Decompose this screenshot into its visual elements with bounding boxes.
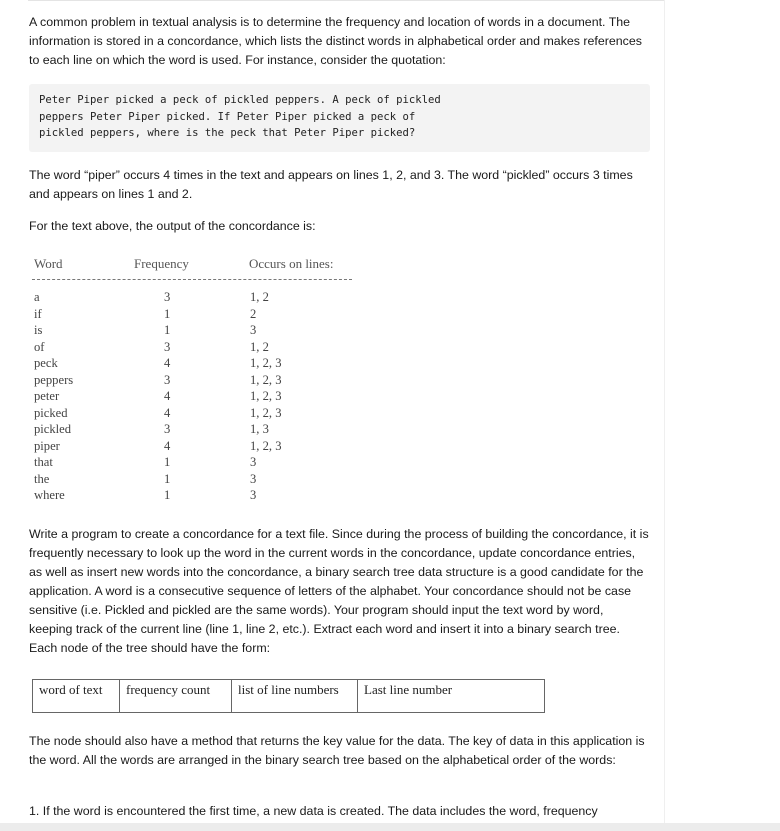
frequency-cell: 1 [164, 488, 171, 502]
right-divider [664, 0, 665, 831]
lines-cell: 2 [250, 306, 257, 321]
frequency-cell: 1 [164, 323, 171, 337]
word-cell: peppers [34, 372, 74, 387]
lines-cell: 1, 3 [250, 422, 269, 436]
lines-cell: 1, 2, 3 [250, 356, 282, 370]
explanation-paragraph: The word “piper” occurs 4 times in the text and appears on lines 1, 2, and 3. The word “pickled” occurs 3 times and appears on lines 1 and 2. [29, 168, 633, 201]
lines-cell: 1, 2 [250, 339, 269, 354]
word-cell: picked [34, 405, 68, 420]
quotation-text [39, 92, 441, 142]
task-paragraph: Write a program to create a concordance for a text file. Since during the process of building the concordance, it is frequently necessary to look up the word in the current words in the concordance, update concordance entries, as well as insert new words into the concordance, a binary search tree data structure is a good candidate for the application. A word is a consecutive sequence of letters of the alphabet. Your concordance should not be case sensitive (i.e. Pickled and pickled are the same words). Your program should input the text word by word, keeping track of the current line (line 1, line 2, etc.). Extract each word and insert it into a binary search tree. Each node of the tree should have the form: [29, 527, 649, 655]
node-cell-word: word of text [39, 682, 103, 697]
frequency-cell: 4 [164, 405, 171, 420]
lines-cell: 3 [250, 471, 257, 486]
word-cell: peter [34, 389, 60, 403]
word-cell: piper [34, 438, 60, 453]
frequency-cell: 4 [164, 438, 171, 453]
table-row [29, 454, 356, 471]
table-row [29, 372, 356, 389]
frequency-cell: 4 [164, 389, 171, 403]
table-row [29, 471, 356, 488]
node-cell-frequency: frequency count [119, 680, 231, 712]
lines-cell: 1, 2, 3 [250, 389, 282, 403]
frequency-cell: 1 [164, 455, 171, 469]
word-cell: a [34, 290, 40, 304]
key-method-paragraph: The node should also have a method that returns the key value for the data. The key of data in this application is the word. All the words are arranged in the binary search tree based on the alphabetical order of the words: [29, 734, 645, 767]
frequency-cell: 3 [164, 372, 171, 387]
concordance-table [29, 248, 356, 510]
lines-cell: 1, 2, 3 [250, 405, 282, 420]
node-cell-line-list: list of line numbers [231, 680, 357, 712]
table-row [29, 388, 356, 405]
table-row [29, 306, 356, 323]
intro-paragraph: A common problem in textual analysis is to determine the frequency and location of words in a document. The information is stored in a concordance, which lists the distinct words in alphabetical order and makes references to each line on which the word is used. For instance, consider the quotation: [29, 15, 642, 67]
lines-cell: 1, 2, 3 [250, 438, 282, 453]
word-cell: peck [34, 356, 58, 370]
bottom-band [0, 823, 780, 831]
table-row [29, 339, 356, 356]
frequency-cell: 3 [164, 290, 171, 304]
table-row [29, 289, 356, 306]
frequency-cell: 4 [164, 356, 171, 370]
top-divider [28, 0, 664, 1]
lines-cell: 1, 2 [250, 290, 269, 304]
frequency-cell: 1 [164, 306, 171, 321]
header-word: Word [34, 256, 63, 271]
table-row [29, 322, 356, 339]
header-occurs-on-lines: Occurs on lines: [249, 256, 334, 271]
node-form-table [32, 679, 545, 713]
header-separator [32, 279, 352, 280]
table-row [29, 405, 356, 422]
output-intro-paragraph: For the text above, the output of the concordance is: [29, 219, 316, 233]
node-cell-last-line: Last line number [357, 680, 544, 712]
word-cell: pickled [34, 422, 72, 436]
frequency-cell: 1 [164, 471, 171, 486]
table-row [29, 438, 356, 455]
frequency-cell: 3 [164, 339, 171, 354]
quotation-line: Peter Piper picked a peck of pickled peppers. A peck of pickled [39, 94, 441, 106]
word-cell: the [34, 471, 50, 486]
word-cell: is [34, 323, 43, 337]
word-cell: if [34, 306, 42, 321]
quotation-code-block [29, 84, 650, 152]
header-frequency: Frequency [134, 256, 189, 271]
word-cell: where [34, 488, 65, 502]
quotation-line: pickled peppers, where is the peck that Peter Piper picked? [39, 127, 416, 139]
lines-cell: 3 [250, 455, 257, 469]
lines-cell: 1, 2, 3 [250, 372, 282, 387]
table-row [29, 487, 356, 504]
word-cell: that [34, 455, 53, 469]
table-row [29, 355, 356, 372]
table-row [29, 421, 356, 438]
quotation-line: peppers Peter Piper picked. If Peter Piper picked a peck of [39, 110, 416, 123]
lines-cell: 3 [250, 323, 257, 337]
list-item-1: 1. If the word is encountered the first time, a new data is created. The data includes the word, frequency [29, 804, 598, 818]
lines-cell: 3 [250, 488, 257, 502]
word-cell: of [34, 339, 45, 354]
frequency-cell: 3 [164, 422, 171, 436]
